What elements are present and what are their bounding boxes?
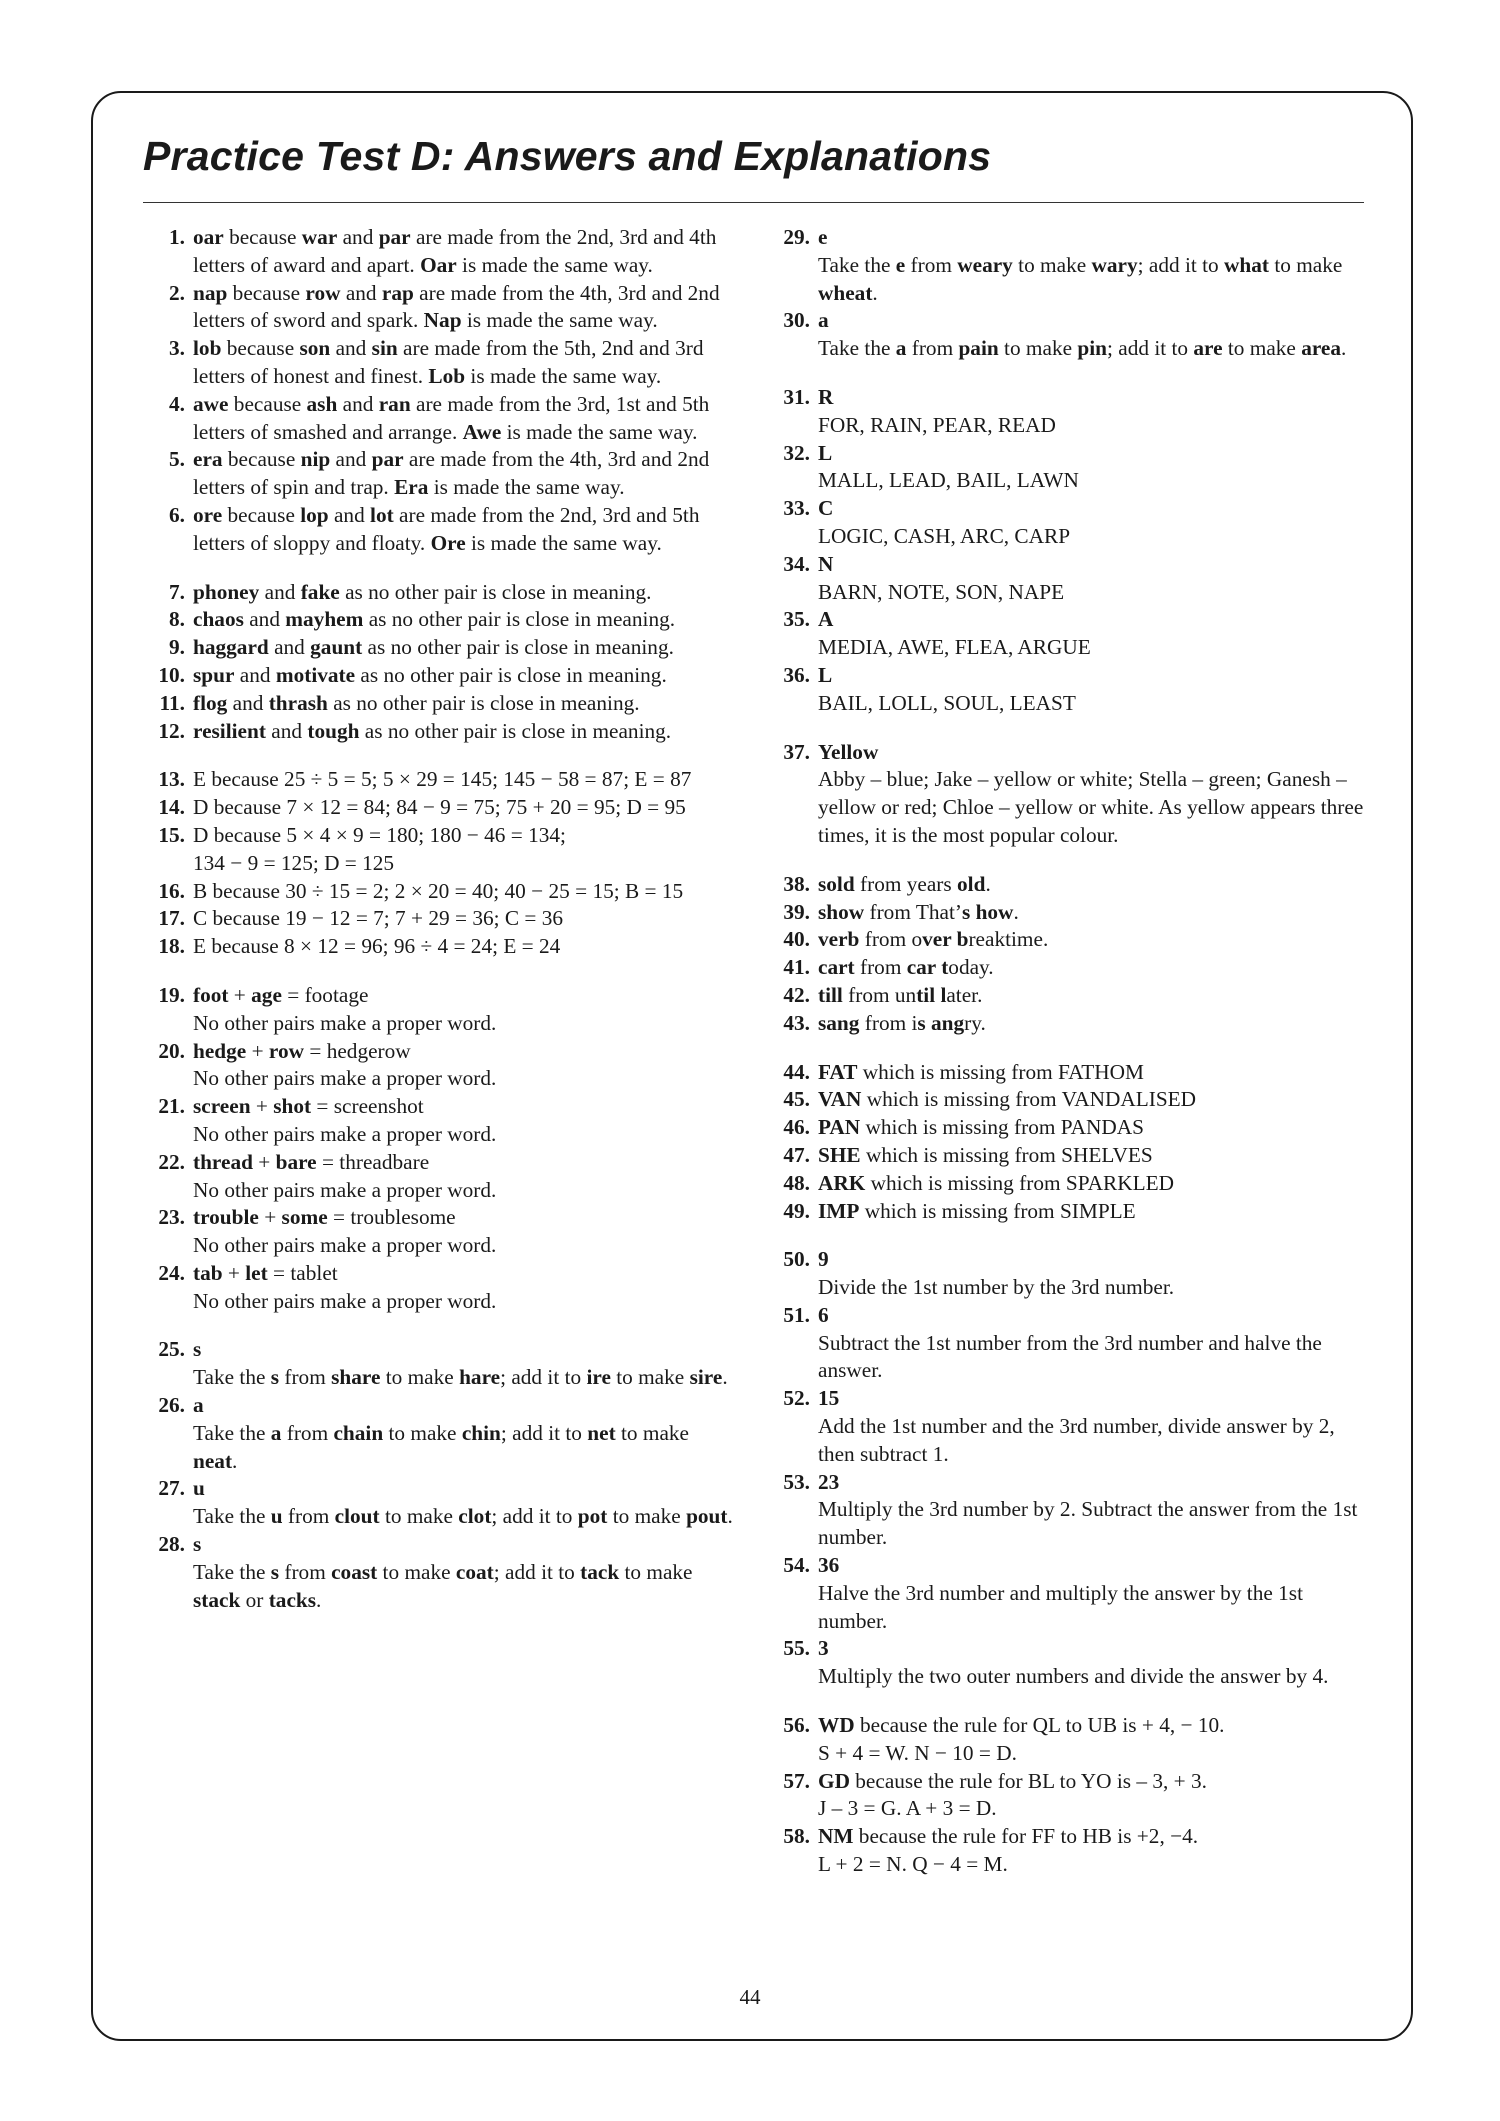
answer-line: A [818, 607, 834, 632]
answer-text [193, 1475, 733, 1531]
answer-text [193, 335, 733, 391]
answer-item [143, 1149, 733, 1205]
answer-line: L + 2 = N. Q − 4 = M. [818, 1852, 1008, 1877]
answer-line: FAT which is missing from FATHOM [818, 1059, 1144, 1084]
answer-text [193, 1392, 733, 1475]
answer-line: D because 7 × 12 = 84; 84 − 9 = 75; 75 + 20 = 95; D = 95 [193, 795, 686, 820]
answer-text [818, 899, 1372, 927]
answer-number: 20. [158, 1038, 185, 1063]
answers-column-right [772, 224, 1372, 1900]
answer-line: chaos and mayhem as no other pair is close in meaning. [193, 607, 676, 632]
answer-line: sang from is angry. [818, 1010, 986, 1035]
answer-text [193, 391, 733, 447]
answer-text [193, 280, 733, 336]
answer-text [193, 1149, 733, 1205]
answer-line: Take the u from clout to make clot; add it to pot to make pout. [193, 1504, 733, 1529]
answer-line: a [193, 1393, 204, 1418]
answer-text [818, 551, 1372, 607]
answer-number: 12. [158, 718, 185, 743]
answer-text [818, 1198, 1372, 1226]
answer-number: 50. [783, 1247, 810, 1272]
answer-line: Subtract the 1st number from the 3rd number and halve the answer. [818, 1330, 1322, 1383]
answer-text [193, 690, 733, 718]
answer-line: WD because the rule for QL to UB is + 4, − 10. [818, 1713, 1225, 1738]
answer-item [772, 1086, 1372, 1114]
answer-line: NM because the rule for FF to HB is +2, −4. [818, 1824, 1199, 1849]
answer-text [818, 1635, 1372, 1691]
answer-line: haggard and gaunt as no other pair is close in meaning. [193, 635, 674, 660]
answer-text [818, 1823, 1372, 1879]
answer-group [772, 871, 1372, 1038]
answer-text [193, 982, 733, 1038]
answer-line: 23 [818, 1469, 840, 1494]
answer-item [143, 606, 733, 634]
answer-item [143, 280, 733, 336]
answer-item [772, 1768, 1372, 1824]
answer-item [143, 1336, 733, 1392]
answer-number: 37. [783, 739, 810, 764]
answer-text [193, 905, 733, 933]
answer-item [772, 606, 1372, 662]
answer-line: Multiply the 3rd number by 2. Subtract the answer from the 1st number. [818, 1497, 1358, 1550]
answer-item [772, 899, 1372, 927]
answer-item [143, 822, 733, 878]
answer-item [143, 1260, 733, 1316]
answer-line: LOGIC, CASH, ARC, CARP [818, 523, 1071, 548]
answer-line: a [818, 308, 829, 333]
answer-text [193, 1260, 733, 1316]
answer-number: 45. [783, 1087, 810, 1112]
answer-number: 39. [783, 899, 810, 924]
answer-item [772, 307, 1372, 363]
answer-line: VAN which is missing from VANDALISED [818, 1087, 1197, 1112]
answer-line: B because 30 ÷ 15 = 2; 2 × 20 = 40; 40 − 25 = 15; B = 15 [193, 878, 684, 903]
answer-text [193, 1531, 733, 1614]
answer-text [818, 307, 1372, 363]
answer-line: resilient and tough as no other pair is close in meaning. [193, 718, 672, 743]
answer-line: R [818, 384, 834, 409]
answer-line: show from That’s how. [818, 899, 1019, 924]
answer-text [193, 662, 733, 690]
answer-number: 44. [783, 1059, 810, 1084]
answer-number: 57. [783, 1768, 810, 1793]
answer-number: 11. [159, 690, 185, 715]
answer-number: 5. [169, 447, 185, 472]
answer-text [193, 718, 733, 746]
answer-line: s [193, 1337, 202, 1362]
answer-line: Take the s from share to make hare; add it to ire to make sire. [193, 1365, 728, 1390]
answer-group [772, 739, 1372, 850]
answer-number: 31. [783, 384, 810, 409]
answer-line: phoney and fake as no other pair is close in meaning. [193, 579, 652, 604]
answer-line: SHE which is missing from SHELVES [818, 1142, 1153, 1167]
answer-line: IMP which is missing from SIMPLE [818, 1198, 1136, 1223]
answer-text [193, 579, 733, 607]
answer-number: 32. [783, 440, 810, 465]
answer-text [818, 1114, 1372, 1142]
answer-line: S + 4 = W. N − 10 = D. [818, 1740, 1017, 1765]
answer-text [818, 1712, 1372, 1768]
answer-text [818, 1385, 1372, 1468]
answer-number: 33. [783, 496, 810, 521]
answer-line: Multiply the two outer numbers and divide the answer by 4. [818, 1664, 1329, 1689]
answer-text [818, 1170, 1372, 1198]
answer-number: 27. [158, 1476, 185, 1501]
answer-line: BAIL, LOLL, SOUL, LEAST [818, 690, 1076, 715]
answer-number: 54. [783, 1553, 810, 1578]
answer-line: 6 [818, 1302, 829, 1327]
page-number: 44 [739, 1985, 761, 2009]
answer-number: 55. [783, 1636, 810, 1661]
answer-text [193, 878, 733, 906]
answer-line: ore because lop and lot are made from the 2nd, 3rd and 5th letters of sloppy and floaty. Ore is made the same way. [193, 502, 700, 555]
answer-group [772, 384, 1372, 718]
answer-text [818, 1010, 1372, 1038]
answer-text [818, 384, 1372, 440]
answer-number: 1. [169, 225, 185, 249]
answer-item [143, 982, 733, 1038]
answer-item [772, 1142, 1372, 1170]
answer-item [772, 1010, 1372, 1038]
answer-group [143, 579, 733, 746]
answer-item [143, 718, 733, 746]
answer-text [193, 933, 733, 961]
answer-line: J – 3 = G. A + 3 = D. [818, 1796, 997, 1821]
answer-line: L [818, 662, 833, 687]
answer-text [193, 1204, 733, 1260]
answer-line: nap because row and rap are made from the 4th, 3rd and 2nd letters of sword and spark. Nap is made the same way. [193, 280, 720, 333]
answer-line: Add the 1st number and the 3rd number, divide answer by 2, then subtract 1. [818, 1414, 1335, 1466]
answer-text [818, 1246, 1372, 1302]
answer-line: D because 5 × 4 × 9 = 180; 180 − 46 = 134; 134 − 9 = 125; D = 125 [193, 822, 566, 875]
answer-number: 24. [158, 1260, 185, 1285]
answer-text [818, 495, 1372, 551]
answer-number: 2. [169, 280, 185, 305]
answer-item [772, 384, 1372, 440]
answer-line: 36 [818, 1553, 840, 1578]
answer-item [143, 224, 733, 280]
answer-text [193, 1093, 733, 1149]
answer-group [143, 1336, 733, 1614]
answer-number: 22. [158, 1149, 185, 1174]
answer-item [143, 502, 733, 558]
answer-item [143, 446, 733, 502]
answer-item [143, 391, 733, 447]
answer-text [193, 822, 733, 878]
answer-number: 6. [169, 502, 185, 527]
answer-line: e [818, 225, 828, 249]
answer-line: Abby – blue; Jake – yellow or white; Stella – green; Ganesh – yellow or red; Chloe – yellow or white. As yellow appears three times, it is the most popular colour. [818, 767, 1364, 847]
answer-line: N [818, 551, 834, 576]
answer-item [772, 662, 1372, 718]
answer-number: 36. [783, 662, 810, 687]
answer-group [143, 224, 733, 558]
answer-item [772, 440, 1372, 496]
answer-text [818, 1552, 1372, 1635]
answer-item [772, 1385, 1372, 1468]
answer-line: BARN, NOTE, SON, NAPE [818, 579, 1065, 604]
answer-group [772, 1059, 1372, 1226]
answer-number: 16. [158, 878, 185, 903]
answer-item [143, 1038, 733, 1094]
answer-item [772, 1552, 1372, 1635]
answer-line: 9 [818, 1247, 829, 1272]
answer-number: 42. [783, 982, 810, 1007]
answer-item [143, 690, 733, 718]
answer-number: 23. [158, 1205, 185, 1230]
answer-item [772, 739, 1372, 850]
answer-text [818, 606, 1372, 662]
answer-number: 35. [783, 607, 810, 632]
answer-text [818, 1469, 1372, 1552]
answer-item [772, 1114, 1372, 1142]
answer-number: 30. [783, 308, 810, 333]
answer-line: Halve the 3rd number and multiply the answer by the 1st number. [818, 1580, 1303, 1633]
answer-number: 4. [169, 391, 185, 416]
answer-line: MEDIA, AWE, FLEA, ARGUE [818, 635, 1091, 660]
answer-line: No other pairs make a proper word. [193, 1010, 497, 1035]
answer-number: 51. [783, 1302, 810, 1327]
answer-item [772, 224, 1372, 307]
answer-item [772, 551, 1372, 607]
answer-text [193, 634, 733, 662]
answer-number: 38. [783, 871, 810, 896]
answer-line: No other pairs make a proper word. [193, 1121, 497, 1146]
title-rule [143, 202, 1364, 203]
answer-line: L [818, 440, 833, 465]
answer-item [772, 1170, 1372, 1198]
answer-text [193, 224, 733, 280]
answer-line: MALL, LEAD, BAIL, LAWN [818, 468, 1079, 493]
answer-line: ARK which is missing from SPARKLED [818, 1170, 1174, 1195]
answer-line: trouble + some = troublesome [193, 1205, 456, 1230]
answer-number: 56. [783, 1713, 810, 1738]
answer-text [193, 606, 733, 634]
answer-number: 53. [783, 1469, 810, 1494]
answer-number: 10. [158, 662, 185, 687]
answer-number: 46. [783, 1115, 810, 1140]
answer-text [193, 502, 733, 558]
answer-item [143, 933, 733, 961]
answer-number: 15. [158, 822, 185, 847]
answer-text [818, 1768, 1372, 1824]
answer-number: 19. [158, 982, 185, 1007]
answer-number: 25. [158, 1337, 185, 1362]
answer-group [143, 982, 733, 1316]
answer-item [143, 794, 733, 822]
answer-text [193, 794, 733, 822]
answer-line: C [818, 496, 834, 521]
answer-line: sold from years old. [818, 871, 991, 896]
answer-line: cart from car today. [818, 955, 994, 980]
answer-number: 52. [783, 1386, 810, 1411]
answer-number: 3. [169, 336, 185, 361]
answer-number: 17. [158, 906, 185, 931]
answer-text [193, 766, 733, 794]
answer-text [818, 224, 1372, 307]
answer-line: lob because son and sin are made from the 5th, 2nd and 3rd letters of honest and finest. Lob is made the same way. [193, 336, 704, 388]
answer-line: till from until later. [818, 982, 983, 1007]
answer-line: 15 [818, 1386, 840, 1411]
answer-line: FOR, RAIN, PEAR, READ [818, 412, 1056, 437]
answer-item [143, 1204, 733, 1260]
answer-number: 34. [783, 551, 810, 576]
answer-number: 9. [169, 635, 185, 660]
answer-line: era because nip and par are made from the 4th, 3rd and 2nd letters of spin and trap. Era is made the same way. [193, 447, 710, 500]
answer-item [143, 905, 733, 933]
answer-text [818, 871, 1372, 899]
answer-group [772, 1246, 1372, 1691]
page-title: Practice Test D: Answers and Explanations [143, 133, 992, 179]
answer-item [772, 926, 1372, 954]
answer-text [818, 440, 1372, 496]
answer-line: E because 25 ÷ 5 = 5; 5 × 29 = 145; 145 − 58 = 87; E = 87 [193, 767, 692, 792]
answer-line: Yellow [818, 739, 879, 764]
answer-line: E because 8 × 12 = 96; 96 ÷ 4 = 24; E = 24 [193, 934, 561, 959]
answer-item [772, 1198, 1372, 1226]
answer-line: awe because ash and ran are made from the 3rd, 1st and 5th letters of smashed and arrange. Awe is made the same way. [193, 391, 710, 444]
answer-item [772, 1712, 1372, 1768]
answer-line: screen + shot = screenshot [193, 1094, 424, 1119]
answer-item [143, 1093, 733, 1149]
answer-line: s [193, 1532, 202, 1557]
answer-number: 41. [783, 955, 810, 980]
answer-number: 26. [158, 1393, 185, 1418]
answer-group [772, 1712, 1372, 1879]
answer-item [143, 662, 733, 690]
answer-item [772, 954, 1372, 982]
answer-number: 18. [158, 934, 185, 959]
answer-item [143, 335, 733, 391]
answer-item [143, 1531, 733, 1614]
answer-number: 14. [158, 795, 185, 820]
answer-number: 29. [783, 225, 810, 249]
answer-text [193, 1038, 733, 1094]
answer-group [772, 224, 1372, 363]
answer-number: 8. [169, 607, 185, 632]
answer-number: 7. [169, 579, 185, 604]
answer-line: verb from over breaktime. [818, 927, 1049, 952]
answer-number: 58. [783, 1824, 810, 1849]
answer-line: flog and thrash as no other pair is close in meaning. [193, 690, 640, 715]
answer-line: No other pairs make a proper word. [193, 1288, 497, 1313]
answer-line: No other pairs make a proper word. [193, 1177, 497, 1202]
answer-line: tab + let = tablet [193, 1260, 338, 1285]
answer-line: oar because war and par are made from the 2nd, 3rd and 4th letters of award and apart. Oar is made the same way. [193, 225, 717, 277]
answer-number: 49. [783, 1198, 810, 1223]
answer-line: Divide the 1st number by the 3rd number. [818, 1275, 1175, 1300]
answer-text [818, 1086, 1372, 1114]
answer-line: Take the a from chain to make chin; add it to net to make neat. [193, 1420, 690, 1473]
answer-line: GD because the rule for BL to YO is – 3, + 3. [818, 1768, 1207, 1793]
answer-line: Take the e from weary to make wary; add it to what to make wheat. [818, 252, 1343, 305]
answer-line: thread + bare = threadbare [193, 1149, 430, 1174]
answer-item [772, 1246, 1372, 1302]
answer-item [772, 871, 1372, 899]
answer-item [772, 495, 1372, 551]
answer-line: Take the s from coast to make coat; add it to tack to make stack or tacks. [193, 1559, 693, 1612]
answer-item [143, 766, 733, 794]
answer-item [772, 1059, 1372, 1087]
answer-group [143, 766, 733, 961]
answer-item [143, 878, 733, 906]
answer-item [143, 1392, 733, 1475]
answer-number: 43. [783, 1010, 810, 1035]
answers-column-left [143, 224, 733, 1635]
answer-line: u [193, 1476, 205, 1501]
answer-line: 3 [818, 1636, 829, 1661]
answer-text [818, 1142, 1372, 1170]
answer-text [818, 1059, 1372, 1087]
answer-text [818, 1302, 1372, 1385]
answer-text [818, 739, 1372, 850]
answer-line: foot + age = footage [193, 982, 369, 1007]
answer-text [818, 982, 1372, 1010]
answer-item [772, 1469, 1372, 1552]
answer-text [193, 446, 733, 502]
answer-line: Take the a from pain to make pin; add it to are to make area. [818, 336, 1347, 361]
answer-text [818, 954, 1372, 982]
answer-line: C because 19 − 12 = 7; 7 + 29 = 36; C = 36 [193, 906, 564, 931]
answer-item [772, 1635, 1372, 1691]
answer-number: 40. [783, 927, 810, 952]
answer-line: hedge + row = hedgerow [193, 1038, 411, 1063]
answer-number: 21. [158, 1094, 185, 1119]
answer-number: 28. [158, 1532, 185, 1557]
answer-line: spur and motivate as no other pair is close in meaning. [193, 662, 667, 687]
answer-text [193, 1336, 733, 1392]
answer-text [818, 926, 1372, 954]
answer-item [143, 579, 733, 607]
answer-line: PAN which is missing from PANDAS [818, 1115, 1144, 1140]
answer-item [772, 1823, 1372, 1879]
answer-line: No other pairs make a proper word. [193, 1233, 497, 1258]
answer-text [818, 662, 1372, 718]
answer-item [772, 982, 1372, 1010]
answer-number: 47. [783, 1142, 810, 1167]
answer-number: 48. [783, 1170, 810, 1195]
answer-item [143, 634, 733, 662]
answer-item [772, 1302, 1372, 1385]
answer-item [143, 1475, 733, 1531]
answer-number: 13. [158, 767, 185, 792]
answer-line: No other pairs make a proper word. [193, 1066, 497, 1091]
